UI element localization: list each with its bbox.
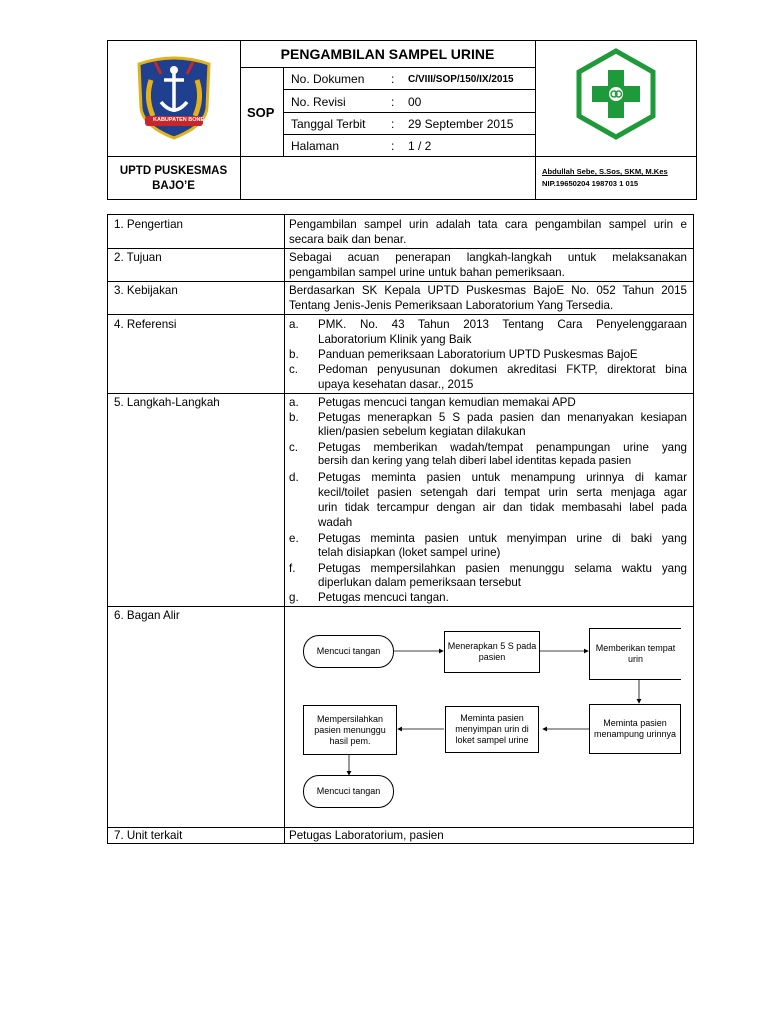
signer-nip: NIP.19650204 198703 1 015 (542, 179, 639, 188)
list-marker: b. (289, 411, 299, 424)
section-text-pengertian-line: secara baik dan benar. (289, 233, 407, 246)
section-label-kebijakan: 3. Kebijakan (114, 284, 178, 297)
section-label-unit-terkait: 7. Unit terkait (114, 829, 183, 842)
list-item-line: urin tidak tercampur dengan air dan tidak membasahi label pada (318, 501, 687, 514)
field-colon: : (391, 95, 395, 109)
flowchart-node-mempersilahkan-pasien: Mempersilahkan pasien menunggu hasil pem. (303, 705, 397, 755)
list-item-line: Panduan pemeriksaan Laboratorium UPTD Puskesmas BajoE (318, 348, 638, 361)
flowchart-node-mencuci-tangan-end: Mencuci tangan (303, 775, 394, 808)
list-item-line: PMK. No. 43 Tahun 2013 Tentang Cara Penyelenggaraan (318, 318, 687, 331)
logo-caption: KABUPATEN BONE (153, 117, 205, 123)
field-colon: : (391, 72, 395, 86)
field-value-tanggal-terbit: 29 September 2015 (408, 117, 514, 131)
section-text-unit-terkait: Petugas Laboratorium, pasien (289, 829, 444, 842)
list-item-line: Petugas meminta pasien untuk menyimpan urine di baki yang (318, 532, 687, 545)
list-item-line: diperlukan dalam pemeriksaan tersebut (318, 576, 522, 589)
field-label-no-revisi: No. Revisi (291, 95, 346, 109)
list-marker: d. (289, 471, 299, 484)
list-item-line: Petugas meminta pasien untuk menampung urinnya di kamar (318, 471, 687, 484)
list-item-line: upaya kesehatan dasar., 2015 (318, 378, 474, 391)
sop-label: SOP (247, 105, 275, 120)
list-marker: c. (289, 363, 299, 376)
field-colon: : (391, 139, 395, 153)
section-text-kebijakan-line: Tentang Jenis-Jenis Pemeriksaan Laboratorium Yang Tersedia. (289, 299, 614, 312)
list-marker: f. (289, 562, 296, 575)
section-label-langkah: 5. Langkah-Langkah (114, 396, 220, 409)
list-item-line: Petugas mencuci tangan. (318, 591, 449, 604)
list-item-line: Pedoman penyusunan dokumen akreditasi FKTP, direktorat bina (318, 363, 687, 376)
field-label-tanggal-terbit: Tanggal Terbit (291, 117, 366, 131)
section-text-tujuan-line: pengambilan sampel urine untuk bahan pemeriksaan. (289, 266, 565, 279)
list-marker: c. (289, 441, 299, 454)
document-title: PENGAMBILAN SAMPEL URINE (280, 46, 495, 62)
list-item-line: Petugas menerapkan 5 S pada pasien dan menanyakan kesiapan (318, 411, 687, 424)
field-label-no-dokumen: No. Dokumen (291, 72, 365, 86)
section-text-pengertian-line: Pengambilan sampel urin adalah tata cara pengambilan sampel urin e (289, 218, 687, 231)
list-item-line: Petugas memberikan wadah/tempat penampungan urine yang (318, 441, 687, 454)
flowchart-node-mencuci-tangan-start: Mencuci tangan (303, 635, 394, 668)
list-marker: a. (289, 318, 299, 331)
sop-content-table (107, 214, 694, 844)
section-label-bagan-alir: 6. Bagan Alir (114, 609, 180, 622)
list-marker: e. (289, 532, 299, 545)
org-name-line1: UPTD PUSKESMAS (119, 165, 228, 177)
list-item-line: telah disiapkan (loket sampel urine) (318, 546, 501, 559)
flowchart-node-memberikan-tempat-urin: Memberikan tempat urin (589, 628, 681, 680)
flowchart-node-meminta-pasien-menampung: Meminta pasien menampung urinnya (589, 704, 681, 754)
list-item-line: klien/pasien sebelum kegiatan dilakukan (318, 425, 526, 438)
field-colon: : (391, 117, 395, 131)
list-item-line: bersih dan kering yang telah diberi label identitas kepada pasien (318, 455, 632, 467)
flowchart-node-menerapkan-5s: Menerapkan 5 S pada pasien (444, 631, 540, 673)
section-text-kebijakan-line: Berdasarkan SK Kepala UPTD Puskesmas BajoE No. 052 Tahun 2015 (289, 284, 687, 297)
document-header (107, 40, 697, 200)
flowchart-node-meminta-pasien-menyimpan: Meminta pasien menyimpan urin di loket sampel urine (445, 706, 539, 753)
list-item-line: kecil/toilet pasien setengah dari tempat urin serta menjaga agar (318, 486, 687, 499)
signer-name: Abdullah Sebe, S.Sos, SKM, M.Kes (542, 167, 668, 176)
section-label-pengertian: 1. Pengertian (114, 218, 183, 231)
section-label-tujuan: 2. Tujuan (114, 251, 162, 264)
list-marker: g. (289, 591, 299, 604)
list-item-line: wadah (318, 516, 353, 529)
list-marker: b. (289, 348, 299, 361)
list-item-line: Petugas mempersilahkan pasien menunggu selama waktu yang (318, 562, 687, 575)
list-item-line: Petugas mencuci tangan kemudian memakai APD (318, 396, 576, 409)
field-value-no-dokumen: C/VIII/SOP/150/IX/2015 (408, 74, 514, 85)
puskesmas-logo-icon (575, 48, 657, 140)
section-text-tujuan-line: Sebagai acuan penerapan langkah-langkah untuk melaksanakan (289, 251, 687, 264)
kabupaten-bone-logo-icon (131, 50, 217, 142)
field-label-halaman: Halaman (291, 139, 340, 153)
org-name-line2: BAJO’E (152, 180, 195, 192)
list-marker: a. (289, 396, 299, 409)
field-value-no-revisi: 00 (408, 95, 422, 109)
section-label-referensi: 4. Referensi (114, 318, 177, 331)
list-item-line: Laboratorium Klinik yang Baik (318, 333, 472, 346)
field-value-halaman: 1 / 2 (408, 139, 432, 153)
